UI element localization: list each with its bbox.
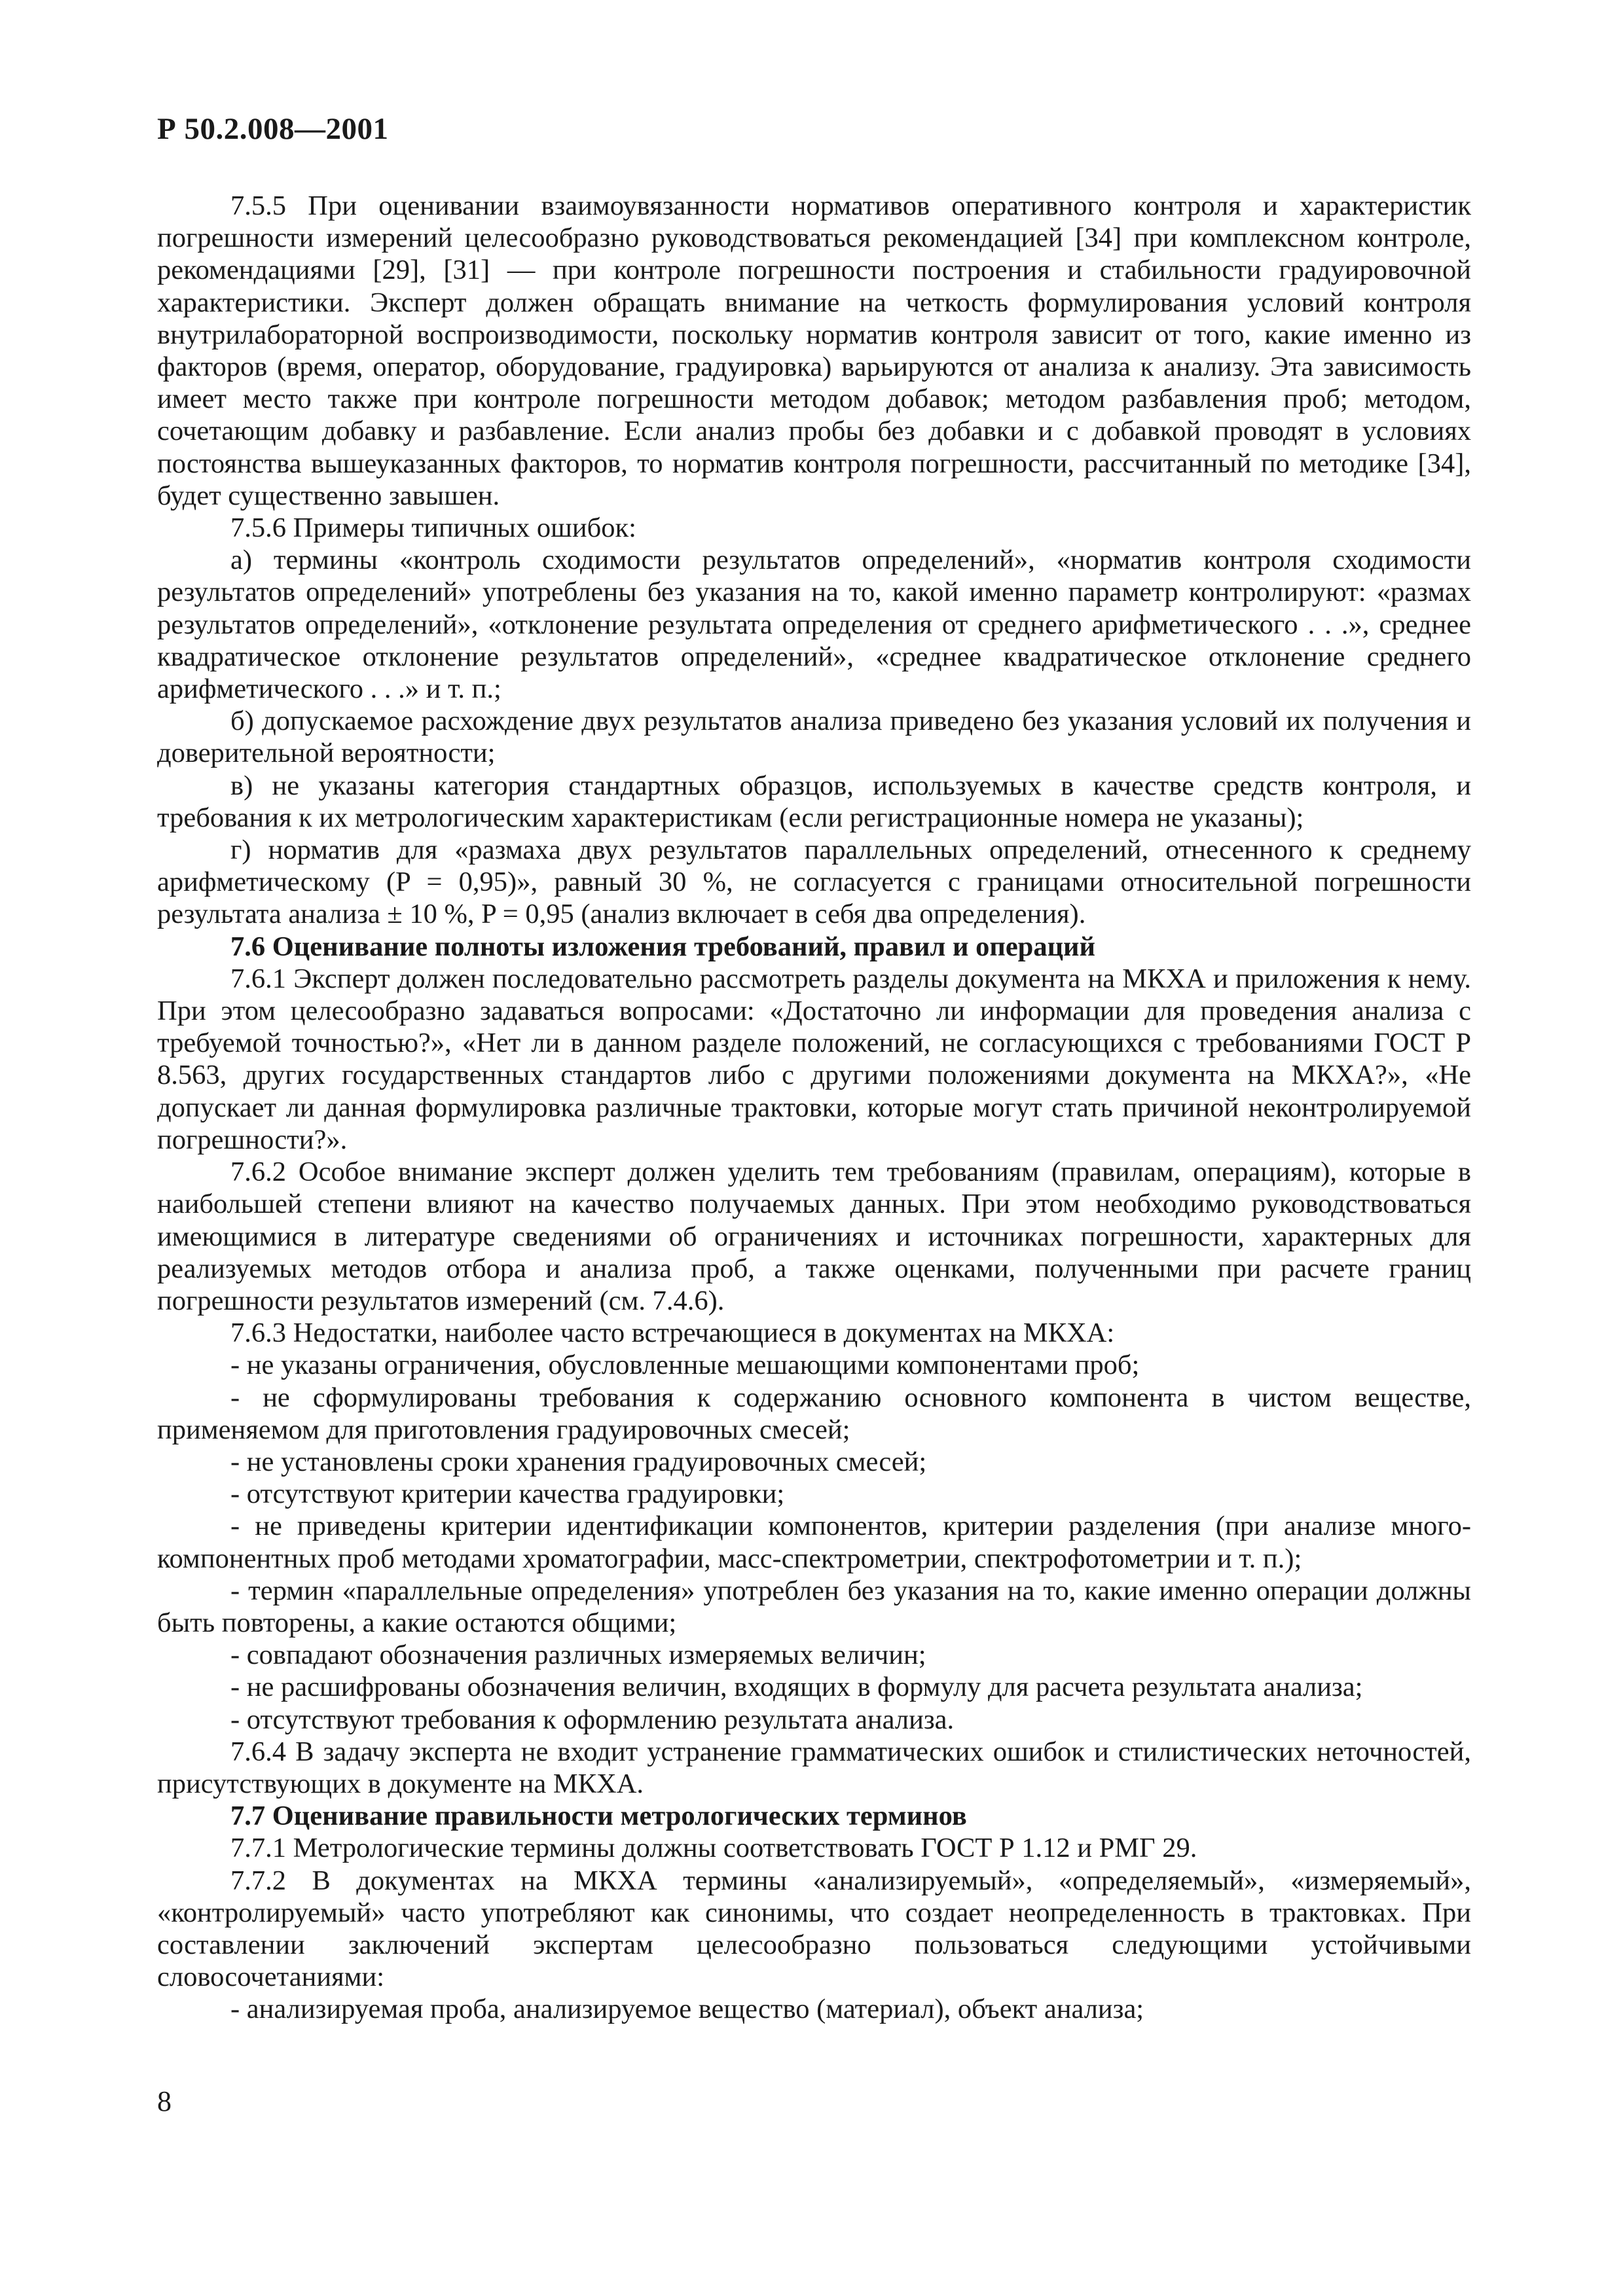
paragraph: в) не указаны категория стандартных образцов, используемых в качестве средств контроля, и требования к их метрологическим характеристикам (если регистрационные номера не указаны); <box>157 770 1471 833</box>
page-number: 8 <box>157 2085 172 2117</box>
paragraph: - не сформулированы требования к содержанию основного компонента в чистом веществе, применяемом для приготовления градуировочных смесей; <box>157 1382 1471 1445</box>
paragraph: 7.5.5 При оценивании взаимоувязанности нормативов оперативного контроля и характеристик погрешности измерений целесообразно руководствоваться рекомендацией [34] при комплексном контроле, рекомендациями [29], [31] — при контроле погрешности построения и стабильности градуировочной характеристики. Эксперт должен обращать внимание на четкость формулирования условий контроля внутрилабораторной воспроизводимости, поскольку норматив контроля зависит от того, какие именно из факторов (время, оператор, оборудование, градуировка) варьируются от анализа к анализу. Эта зависимость имеет место также при контроле погрешности методом добавок; методом разбавления проб; методом, сочетающим добавку и разбавление. Если анализ пробы без добавки и с добавкой проводят в условиях постоянства вышеуказанных факторов, то норматив контроля погрешности, рассчитанный по методике [34], будет существенно завышен. <box>157 190 1471 511</box>
paragraph: - термин «параллельные определения» употреблен без указания на то, какие именно операции должны быть повторены, а какие остаются общими; <box>157 1575 1471 1638</box>
paragraph: - не указаны ограничения, обусловленные мешающими компонентами проб; <box>230 1350 1140 1381</box>
section-heading: 7.6 Оценивание полноты изложения требований, правил и операций <box>230 931 1096 962</box>
paragraph: б) допускаемое расхождение двух результатов анализа приведено без указания условий их получения и доверительной вероятности; <box>157 706 1471 769</box>
paragraph: 7.6.3 Недостатки, наиболее часто встречающиеся в документах на МКХА: <box>230 1318 1115 1349</box>
paragraph: - отсутствуют требования к оформлению результата анализа. <box>230 1704 955 1735</box>
paragraph: - не установлены сроки хранения градуировочных смесей; <box>230 1446 927 1477</box>
paragraph: 7.5.6 Примеры типичных ошибок: <box>230 512 636 544</box>
document-body <box>157 190 1471 2026</box>
paragraph: - анализируемая проба, анализируемое вещество (материал), объект анализа; <box>230 1994 1144 2025</box>
paragraph: 7.7.2 В документах на МКХА термины «анализируемый», «определяемый», «измеряемый», «контролируемый» часто употребляют как синонимы, что создает неопределенность в трактовках. При составлении заключений экспертам целесообразно пользоваться следующими устойчивыми словосочетаниями: <box>157 1865 1471 1993</box>
paragraph: г) норматив для «размаха двух результатов параллельных определений, отнесенного к среднему арифметическому (P = 0,95)», равный 30 %, не согласуется с границами относительной погрешности результата анализа ± 10 %, P = 0,95 (анализ включает в себя два определения). <box>157 834 1471 930</box>
paragraph: а) термины «контроль сходимости результатов определений», «норматив контроля сходимости результатов определений» употреблены без указания на то, какой именно параметр контролируют: «размах результатов определений», «отклонение результата определения от среднего арифметического . . .», среднее квадратическое отклонение результатов определений», «среднее квадратическое отклонение среднего арифметического . . .» и т. п.; <box>157 545 1471 705</box>
section-heading: 7.7 Оценивание правильности метрологических терминов <box>230 1801 967 1832</box>
paragraph: - совпадают обозначения различных измеряемых величин; <box>230 1640 926 1671</box>
paragraph: - не расшифрованы обозначения величин, входящих в формулу для расчета результата анализа; <box>230 1672 1363 1703</box>
document-code: Р 50.2.008—2001 <box>157 112 389 146</box>
paragraph: - не приведены критерии идентификации компонентов, критерии разделения (при анализе многокомпонентных проб методами хроматографии, масс-спектрометрии, спектрофотометрии и т. п.); <box>157 1511 1471 1574</box>
paragraph: 7.6.2 Особое внимание эксперт должен уделить тем требованиям (правилам, операциям), которые в наибольшей степени влияют на качество получаемых данных. При этом необходимо руководствоваться имеющимися в литературе сведениями об ограничениях и источниках погрешности, характерных для реализуемых методов отбора и анализа проб, а также оценками, полученными при расчете границ погрешности результатов измерений (см. 7.4.6). <box>157 1157 1471 1316</box>
paragraph: 7.6.4 В задачу эксперта не входит устранение грамматических ошибок и стилистических неточностей, присутствующих в документе на МКХА. <box>157 1736 1471 1799</box>
paragraph: - отсутствуют критерии качества градуировки; <box>230 1479 785 1510</box>
paragraph: 7.6.1 Эксперт должен последовательно рассмотреть разделы документа на МКХА и приложения к нему. При этом целесообразно задаваться вопросами: «Достаточно ли информации для проведения анализа с требуемой точностью?», «Нет ли в данном разделе положений, не согласующихся с требованиями ГОСТ Р 8.563, других государственных стандартов либо с другими положениями документа на МКХА?», «Не допускает ли данная формулировка различные трактовки, которые могут стать причиной неконтролируемой погрешности?». <box>157 963 1471 1155</box>
paragraph: 7.7.1 Метрологические термины должны соответствовать ГОСТ Р 1.12 и РМГ 29. <box>230 1833 1197 1864</box>
